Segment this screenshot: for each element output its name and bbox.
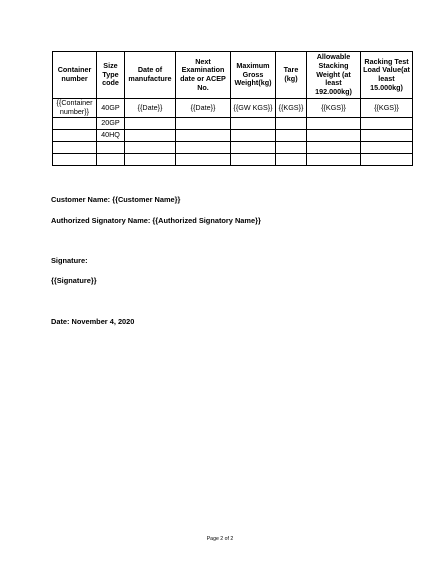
header-cell: Date of manufacture	[125, 52, 176, 99]
table-cell	[276, 130, 307, 142]
table-cell: {{KGS}}	[307, 99, 361, 118]
date-line: Date: November 4, 2020	[51, 317, 135, 326]
table-cell: 20GP	[97, 118, 125, 130]
table-cell	[125, 142, 176, 154]
table-cell: 40GP	[97, 99, 125, 118]
table-row	[53, 130, 413, 142]
table-cell	[361, 130, 413, 142]
table-cell: {{Container number}}	[53, 99, 97, 118]
table-cell: {{GW KGS}}	[231, 99, 276, 118]
header-cell: Tare (kg)	[276, 52, 307, 99]
table-cell	[53, 130, 97, 142]
table-header-row	[53, 52, 413, 99]
table-cell	[231, 130, 276, 142]
table-cell: {{KGS}}	[276, 99, 307, 118]
page-number: Page 2 of 2	[206, 536, 234, 542]
table-row	[53, 99, 413, 118]
signature-label: Signature:	[51, 256, 88, 265]
table-cell	[231, 142, 276, 154]
table-cell	[125, 118, 176, 130]
table-cell	[231, 118, 276, 130]
signature-value: {{Signature}}	[51, 276, 97, 285]
table-cell	[276, 118, 307, 130]
header-cell: Next Examination date or ACEP No.	[176, 52, 231, 99]
table-cell	[361, 154, 413, 166]
table-cell	[176, 142, 231, 154]
header-cell: Container number	[53, 52, 97, 99]
table-cell	[53, 118, 97, 130]
table-cell: 40HQ	[97, 130, 125, 142]
authorized-signatory-line: Authorized Signatory Name: {{Authorized Signatory Name}}	[51, 216, 261, 225]
table-cell: {{KGS}}	[361, 99, 413, 118]
table-cell: {{Date}}	[176, 99, 231, 118]
table-cell	[176, 118, 231, 130]
header-cell: Maximum Gross Weight(kg)	[231, 52, 276, 99]
header-cell: Allowable Stacking Weight (at least 192.000kg)	[307, 52, 361, 99]
header-cell: Racking Test Load Value(at least 15.000kg)	[361, 52, 413, 99]
table-cell	[97, 154, 125, 166]
table-cell	[307, 142, 361, 154]
table-cell	[361, 118, 413, 130]
table-cell	[276, 142, 307, 154]
table-cell	[176, 154, 231, 166]
table-cell	[97, 142, 125, 154]
table-cell	[361, 142, 413, 154]
table-cell	[53, 142, 97, 154]
customer-name-line: Customer Name: {{Customer Name}}	[51, 195, 181, 204]
table-cell	[231, 154, 276, 166]
header-cell: Size Type code	[97, 52, 125, 99]
table-row	[53, 118, 413, 130]
table-cell	[125, 154, 176, 166]
table-cell	[307, 154, 361, 166]
table-cell: {{Date}}	[125, 99, 176, 118]
table-cell	[53, 154, 97, 166]
table-row	[53, 154, 413, 166]
table-row	[53, 142, 413, 154]
table-cell	[307, 118, 361, 130]
table-cell	[176, 130, 231, 142]
table-cell	[125, 130, 176, 142]
table-cell	[307, 130, 361, 142]
container-table	[52, 51, 413, 166]
table-cell	[276, 154, 307, 166]
